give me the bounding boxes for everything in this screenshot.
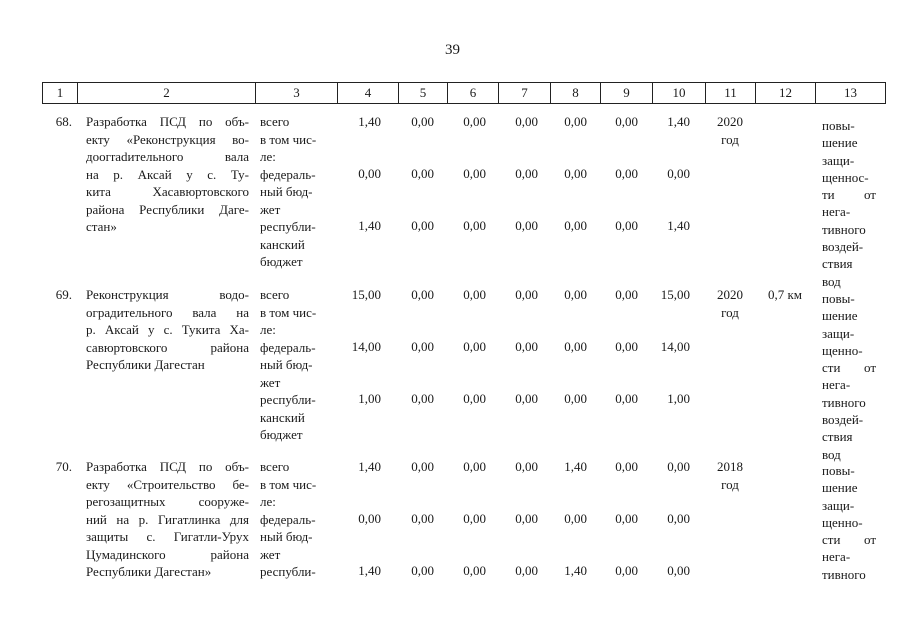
row-number: 68. [55, 114, 72, 129]
value-cell: 15,00 [660, 287, 690, 302]
funding-source-line: в том чис- [260, 304, 317, 320]
value-cell: 0,00 [515, 218, 538, 233]
funding-source [260, 113, 335, 271]
year-cell: год [721, 476, 739, 492]
header-cell-7: 7 [498, 82, 551, 104]
value-cell: 1,40 [358, 114, 381, 129]
page-number: 39 [445, 42, 460, 58]
result-line: защи- [822, 497, 855, 513]
description-line: Цумадинского района [86, 546, 249, 562]
value-cell: 0,00 [463, 166, 486, 181]
header-cell-12: 12 [755, 82, 816, 104]
description-line: стан» [86, 219, 117, 234]
header-cell-1: 1 [42, 82, 78, 104]
header-cell-3: 3 [255, 82, 338, 104]
value-cell: 0,00 [411, 563, 434, 578]
value-cell: 0,00 [615, 563, 638, 578]
description-line: кита Хасавюртовского [86, 184, 249, 199]
value-cell: 14,00 [351, 339, 381, 354]
result-line: шение [822, 135, 858, 151]
value-cell: 0,00 [615, 511, 638, 526]
result-line: нега- [822, 204, 851, 220]
value-cell: 0,00 [411, 218, 434, 233]
value-cell: 0,00 [515, 166, 538, 181]
description-line: Разработка ПСД по объ- [86, 459, 249, 474]
result-line: вод [822, 273, 841, 289]
funding-source-line: бюджет [260, 427, 303, 442]
result-line: вод [822, 446, 841, 462]
result-line: воздей- [822, 239, 864, 255]
value-cell: 0,00 [564, 511, 587, 526]
description-line: регозащитных сооруже- [86, 494, 249, 509]
result-line: щенно- [822, 342, 863, 358]
value-cell: 1,40 [358, 218, 381, 233]
value-cell: 0,00 [615, 391, 638, 406]
result-line: нега- [822, 549, 851, 565]
header-cell-5: 5 [398, 82, 448, 104]
value-cell: 0,00 [358, 511, 381, 526]
description-line: района Республики Даге- [86, 201, 249, 217]
value-cell: 0,00 [515, 391, 538, 406]
funding-source-line: жет [260, 546, 281, 562]
funding-source-line: всего [260, 114, 290, 129]
description-line: Республики Дагестан» [86, 564, 212, 579]
header-cell-11: 11 [705, 82, 756, 104]
year-cell: 2018 [717, 459, 743, 474]
value-cell: 1,00 [358, 391, 381, 406]
result-line: нега- [822, 377, 851, 393]
value-cell: 0,00 [411, 166, 434, 181]
header-cell-13: 13 [815, 82, 886, 104]
description-line: ний на р. Гигатлинка для [86, 511, 249, 527]
value-cell: 0,00 [463, 391, 486, 406]
value-cell: 0,00 [564, 166, 587, 181]
funding-source-line: жет [260, 374, 281, 390]
value-cell: 0,00 [564, 218, 587, 233]
value-cell: 0,00 [564, 391, 587, 406]
row-description [86, 458, 249, 581]
description-line: екту «Строительство бе- [86, 476, 249, 492]
result-line: повы- [822, 118, 855, 133]
value-cell: 0,00 [615, 459, 638, 474]
result-line: тивного [822, 221, 866, 237]
header-cell-2: 2 [77, 82, 256, 104]
value-cell: 0,00 [564, 114, 587, 129]
result-description [822, 290, 876, 463]
value-cell: 1,40 [358, 459, 381, 474]
value-cell: 0,00 [564, 287, 587, 302]
value-cell: 1,00 [667, 391, 690, 406]
funding-source-line: в том чис- [260, 476, 317, 492]
result-line: сти от [822, 532, 876, 548]
funding-source-line: ный бюд- [260, 357, 313, 372]
result-line: тивного [822, 394, 866, 410]
value-cell: 0,00 [615, 218, 638, 233]
funding-source-line: ле: [260, 149, 276, 164]
value-cell: 1,40 [667, 218, 690, 233]
value-cell: 0,00 [463, 339, 486, 354]
year-cell: год [721, 304, 739, 320]
value-cell: 0,00 [463, 459, 486, 474]
row-number: 70. [55, 459, 72, 474]
header-cell-8: 8 [550, 82, 601, 104]
result-line: щенно- [822, 514, 863, 530]
result-line: шение [822, 308, 858, 324]
row-description [86, 286, 249, 374]
description-line: екту «Реконструкция во- [86, 131, 249, 147]
result-line: тивного [822, 566, 866, 582]
funding-source-line: всего [260, 459, 290, 474]
result-line: защи- [822, 152, 855, 168]
value-cell: 0,00 [411, 287, 434, 302]
result-line: защи- [822, 325, 855, 341]
funding-source [260, 286, 335, 444]
header-cell-4: 4 [337, 82, 399, 104]
funding-source-line: ный бюд- [260, 184, 313, 199]
value-cell: 1,40 [667, 114, 690, 129]
value-cell: 0,00 [411, 339, 434, 354]
value-cell: 0,00 [564, 339, 587, 354]
value-cell: 0,00 [515, 114, 538, 129]
result-line: сти от [822, 360, 876, 376]
value-cell: 0,00 [667, 459, 690, 474]
description-line: Реконструкция водо- [86, 287, 249, 302]
funding-source-line: федераль- [260, 511, 316, 527]
value-cell: 0,00 [515, 287, 538, 302]
value-cell: 0,00 [515, 339, 538, 354]
description-line: Республики Дагестан [86, 357, 205, 372]
value-cell: 15,00 [351, 287, 381, 302]
funding-source-line: федераль- [260, 166, 316, 182]
value-cell: 0,00 [411, 114, 434, 129]
year-cell: 2020 [717, 114, 743, 129]
value-cell: 0,00 [515, 563, 538, 578]
value-cell: 0,00 [463, 287, 486, 302]
capacity-cell: 0,7 км [767, 287, 803, 302]
value-cell: 0,00 [515, 459, 538, 474]
funding-source-line: ле: [260, 322, 276, 337]
result-line: шение [822, 480, 858, 496]
header-cell-6: 6 [447, 82, 499, 104]
value-cell: 1,40 [358, 563, 381, 578]
value-cell: 0,00 [667, 563, 690, 578]
description-line: защиты с. Гигатли-Урух [86, 529, 249, 544]
funding-source-line: бюджет [260, 254, 303, 269]
description-line: оградительного вала на [86, 304, 249, 320]
value-cell: 0,00 [615, 166, 638, 181]
description-line: на р. Аксай у с. Ту- [86, 166, 249, 182]
value-cell: 0,00 [411, 391, 434, 406]
value-cell: 0,00 [615, 114, 638, 129]
value-cell: 0,00 [463, 218, 486, 233]
result-line: ствия [822, 429, 853, 445]
funding-source-line: республи- [260, 219, 316, 234]
funding-source-line: ный бюд- [260, 529, 313, 544]
description-line: Разработка ПСД по объ- [86, 114, 249, 129]
header-cell-10: 10 [652, 82, 706, 104]
value-cell: 0,00 [411, 459, 434, 474]
header-cell-9: 9 [600, 82, 653, 104]
row-number: 69. [55, 287, 72, 302]
result-line: повы- [822, 291, 855, 306]
funding-source-line: канский [260, 236, 305, 252]
value-cell: 0,00 [667, 166, 690, 181]
funding-source-line: в том чис- [260, 131, 317, 147]
result-line: ствия [822, 256, 853, 272]
value-cell: 0,00 [615, 339, 638, 354]
value-cell: 0,00 [463, 563, 486, 578]
result-line: ти от [822, 187, 876, 203]
funding-source-line: ле: [260, 494, 276, 509]
funding-source-line: канский [260, 409, 305, 425]
funding-source-line: жет [260, 201, 281, 217]
result-line: щеннос- [822, 169, 869, 185]
value-cell: 0,00 [463, 114, 486, 129]
funding-source-line: республи- [260, 392, 316, 407]
value-cell: 1,40 [564, 563, 587, 578]
value-cell: 14,00 [660, 339, 690, 354]
result-line: воздей- [822, 412, 864, 428]
row-description [86, 113, 249, 236]
year-cell: год [721, 131, 739, 147]
description-line: савюртовского района [86, 339, 249, 355]
funding-source-line: федераль- [260, 339, 316, 355]
funding-source-line: всего [260, 287, 290, 302]
result-line: повы- [822, 463, 855, 478]
value-cell: 0,00 [515, 511, 538, 526]
value-cell: 1,40 [564, 459, 587, 474]
value-cell: 0,00 [411, 511, 434, 526]
value-cell: 0,00 [615, 287, 638, 302]
value-cell: 0,00 [667, 511, 690, 526]
description-line: р. Аксай у с. Тукита Ха- [86, 322, 249, 337]
value-cell: 0,00 [358, 166, 381, 181]
funding-source-line: республи- [260, 564, 316, 579]
result-description [822, 462, 876, 583]
description-line: доогradительного вала [86, 149, 249, 164]
value-cell: 0,00 [463, 511, 486, 526]
year-cell: 2020 [717, 287, 743, 302]
result-description [822, 117, 876, 290]
